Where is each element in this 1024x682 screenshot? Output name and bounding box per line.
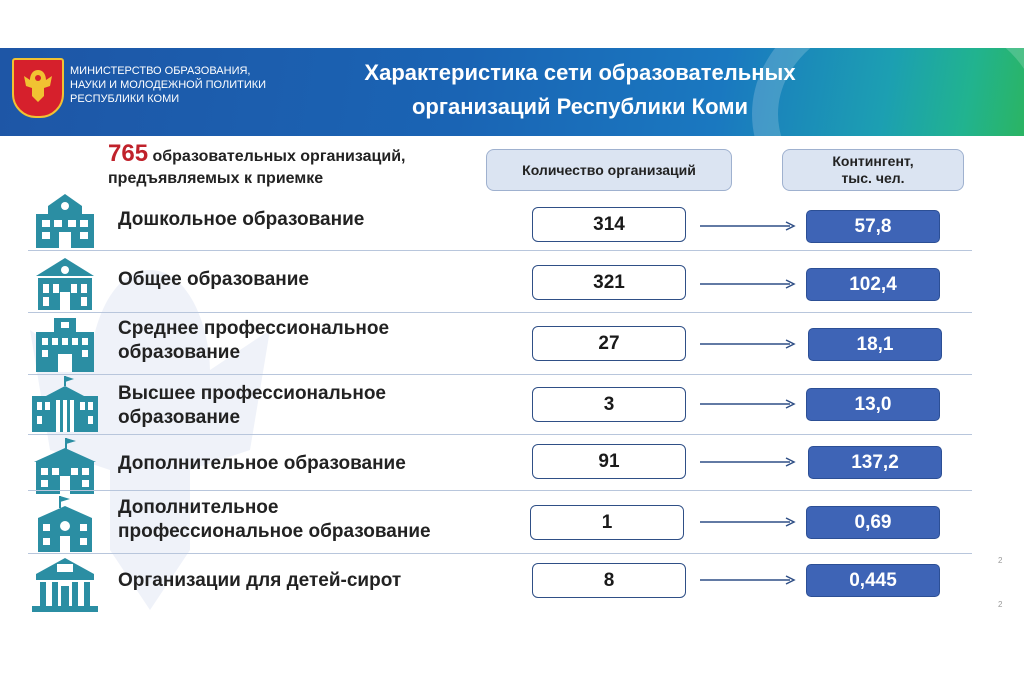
header-banner xyxy=(0,48,1024,136)
professional-building-icon xyxy=(30,496,100,552)
arrow-icon xyxy=(700,220,796,232)
arrow-icon xyxy=(700,516,796,528)
school-building-icon xyxy=(30,254,100,310)
contingent-orphans: 0,445 xyxy=(806,564,940,597)
coat-of-arms-icon xyxy=(12,58,64,118)
count-preschool: 314 xyxy=(532,207,686,242)
column-header-contingent xyxy=(782,149,964,191)
row-divider xyxy=(28,553,972,554)
count-additional: 91 xyxy=(532,444,686,479)
row-label-line-1: Дополнительное образование xyxy=(118,453,406,474)
arrow-icon xyxy=(700,456,796,468)
row-divider xyxy=(28,250,972,251)
title-line-1: Характеристика сети образовательных xyxy=(364,60,796,85)
ministry-line-1: МИНИСТЕРСТВО ОБРАЗОВАНИЯ, xyxy=(70,65,251,77)
row-label-additional xyxy=(118,452,498,476)
contingent-additional: 137,2 xyxy=(808,446,942,479)
count-secondary-vocational: 27 xyxy=(532,326,686,361)
page-number: 2 xyxy=(998,600,1003,609)
orphanage-building-icon xyxy=(30,556,100,612)
additional-education-building-icon xyxy=(30,438,100,494)
kindergarten-building-icon xyxy=(30,192,100,248)
ministry-name xyxy=(70,64,300,106)
row-divider xyxy=(28,434,972,435)
arrow-icon xyxy=(700,574,796,586)
ministry-line-3: РЕСПУБЛИКИ КОМИ xyxy=(70,93,180,105)
row-label-line-1: Организации для детей-сирот xyxy=(118,570,402,591)
row-label-preschool xyxy=(118,208,498,232)
page-number: 2 xyxy=(998,556,1003,565)
column-header-contingent-line-2: тыс. чел. xyxy=(841,170,905,186)
ministry-line-2: НАУКИ И МОЛОДЕЖНОЙ ПОЛИТИКИ xyxy=(70,79,267,91)
total-count: 765 xyxy=(108,140,149,167)
title-line-2: организаций Республики Коми xyxy=(411,94,749,119)
row-label-line-2: образование xyxy=(118,407,241,428)
count-orphans: 8 xyxy=(532,563,686,598)
row-label-line-2: образование xyxy=(118,342,241,363)
arrow-icon xyxy=(700,338,796,350)
count-additional-professional: 1 xyxy=(530,505,684,540)
contingent-higher: 13,0 xyxy=(806,388,940,421)
college-building-icon xyxy=(30,316,100,372)
column-header-count-label: Количество организаций xyxy=(522,161,696,178)
contingent-general: 102,4 xyxy=(806,268,940,301)
row-label-general xyxy=(118,268,498,292)
row-label-orphans xyxy=(118,569,498,593)
row-label-line-1: Дополнительное xyxy=(118,497,279,518)
row-label-higher xyxy=(118,382,498,430)
row-label-line-2: профессиональное образование xyxy=(118,521,431,542)
column-header-contingent-line-1: Контингент, xyxy=(832,153,914,169)
university-building-icon xyxy=(30,376,100,432)
row-label-secondary-vocational xyxy=(118,317,498,365)
row-divider xyxy=(28,490,972,491)
row-divider xyxy=(28,312,972,313)
summary-text-2: предъявляемых к приемке xyxy=(108,170,324,187)
arrow-icon xyxy=(700,398,796,410)
count-higher: 3 xyxy=(532,387,686,422)
arrow-icon xyxy=(700,278,796,290)
row-label-line-1: Дошкольное образование xyxy=(118,209,365,230)
page-title xyxy=(300,56,860,124)
count-general: 321 xyxy=(532,265,686,300)
contingent-preschool: 57,8 xyxy=(806,210,940,243)
row-label-line-1: Высшее профессиональное xyxy=(118,383,387,404)
row-divider xyxy=(28,374,972,375)
summary-block xyxy=(108,140,488,188)
row-label-line-1: Среднее профессиональное xyxy=(118,318,390,339)
column-header-count xyxy=(486,149,732,191)
row-label-line-1: Общее образование xyxy=(118,269,310,290)
row-label-additional-professional xyxy=(118,496,498,544)
summary-text-1: образовательных организаций, xyxy=(152,148,406,165)
contingent-additional-professional: 0,69 xyxy=(806,506,940,539)
contingent-secondary-vocational: 18,1 xyxy=(808,328,942,361)
